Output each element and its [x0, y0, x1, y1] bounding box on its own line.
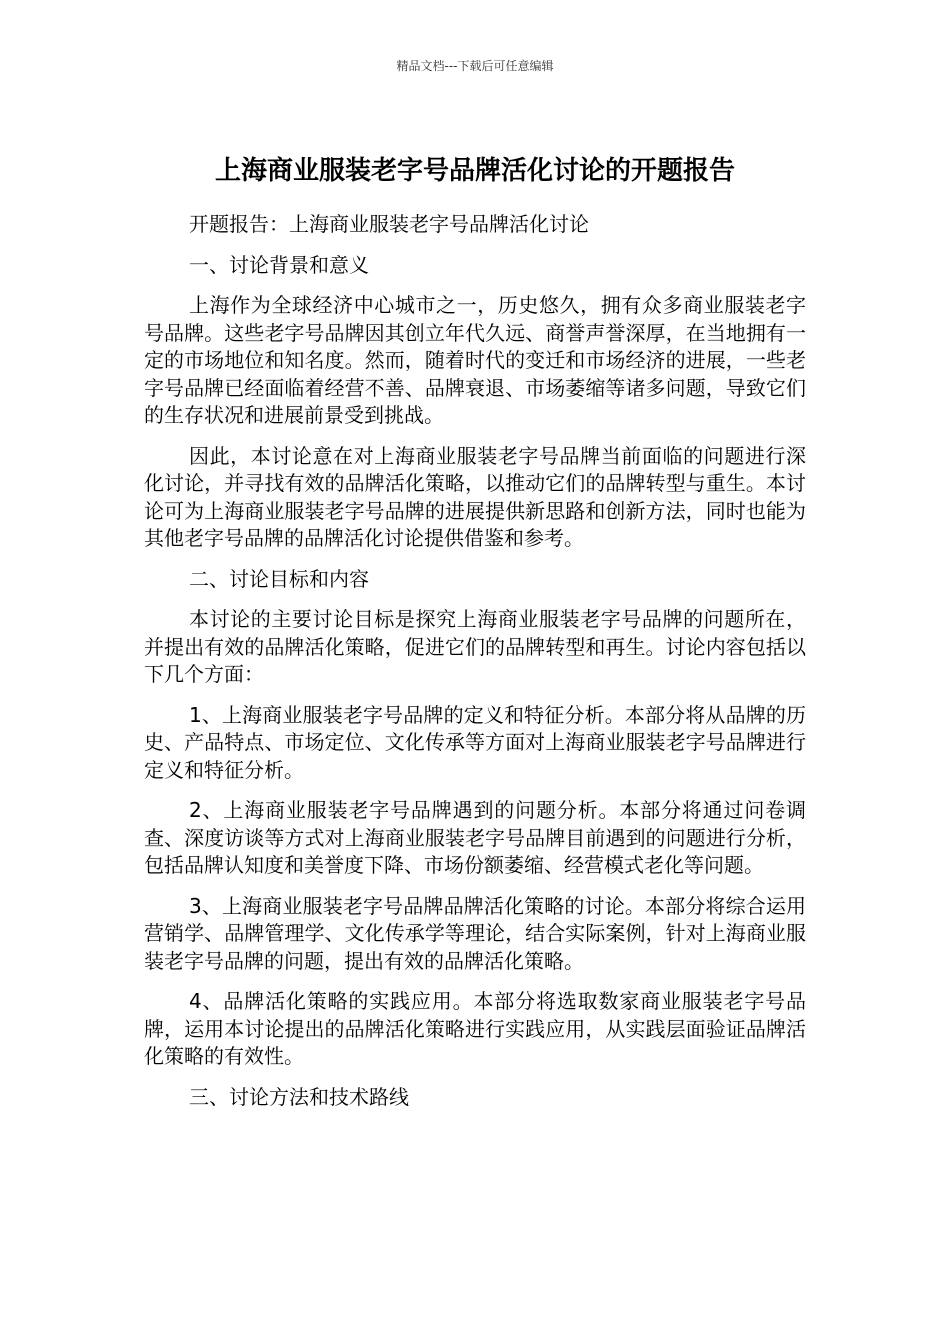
content-item-3: 3、上海商业服装老字号品牌品牌活化策略的讨论。本部分将综合运用营销学、品牌管理学、文化传承学等理论，结合实际案例，针对上海商业服装老字号品牌的问题，提出有效的品牌活化策略。 [144, 893, 806, 973]
content-item-1: 1、上海商业服装老字号品牌的定义和特征分析。本部分将从品牌的历史、产品特点、市场定位、文化传承等方面对上海商业服装老字号品牌进行定义和特征分析。 [144, 702, 806, 782]
content-item-4: 4、品牌活化策略的实践应用。本部分将选取数家商业服装老字号品牌，运用本讨论提出的品牌活化策略进行实践应用，从实践层面验证品牌活化策略的有效性。 [144, 989, 806, 1068]
paragraph-objectives: 本讨论的主要讨论目标是探究上海商业服装老字号品牌的问题所在，并提出有效的品牌活化策略，促进它们的品牌转型和再生。讨论内容包括以下几个方面： [144, 607, 806, 686]
document-body [144, 211, 806, 1124]
report-subtitle: 开题报告：上海商业服装老字号品牌活化讨论 [189, 212, 589, 236]
paragraph-background: 上海作为全球经济中心城市之一，历史悠久，拥有众多商业服装老字号品牌。这些老字号品牌因其创立年代久远、商誉声誉深厚，在当地拥有一定的市场地位和知名度。然而，随着时代的变迁和市场经济的进展，一些老字号品牌已经面临着经营不善、品牌衰退、市场萎缩等诸多问题，导致它们的生存状况和进展前景受到挑战。 [144, 293, 806, 427]
paragraph-significance: 因此，本讨论意在对上海商业服装老字号品牌当前面临的问题进行深化讨论，并寻找有效的品牌活化策略，以推动它们的品牌转型与重生。本讨论可为上海商业服装老字号品牌的进展提供新思路和创新方法，同时也能为其他老字号品牌的品牌活化讨论提供借鉴和参考。 [144, 443, 806, 550]
section-heading-methods: 三、讨论方法和技术路线 [189, 1084, 409, 1109]
section-heading-background: 一、讨论背景和意义 [189, 252, 369, 277]
section-heading-objectives: 二、讨论目标和内容 [189, 566, 369, 591]
document-title: 上海商业服装老字号品牌活化讨论的开题报告 [214, 156, 735, 187]
header-note: 精品文档---下载后可任意编辑 [396, 59, 554, 73]
content-item-2: 2、上海商业服装老字号品牌遇到的问题分析。本部分将通过问卷调查、深度访谈等方式对上海商业服装老字号品牌目前遇到的问题进行分析，包括品牌认知度和美誉度下降、市场份额萎缩、经营模式老化等问题。 [144, 798, 806, 877]
